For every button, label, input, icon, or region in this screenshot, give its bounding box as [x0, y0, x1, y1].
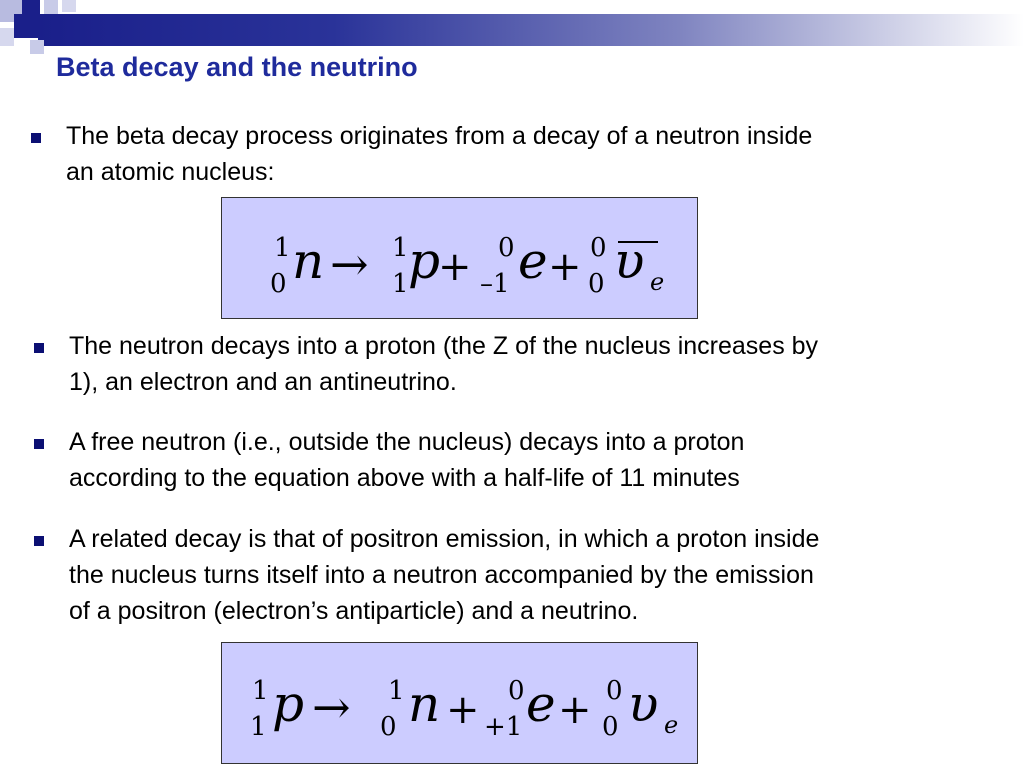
eq1-e-mass: 0 — [498, 233, 515, 263]
eq1-n-symbol: n — [292, 232, 325, 290]
header-square-7 — [62, 0, 76, 12]
bullet-marker-2 — [34, 343, 44, 353]
eq2-nu-charge: 0 — [602, 712, 619, 742]
eq1-nu-charge: 0 — [588, 269, 605, 299]
eq2-n-mass: 1 — [388, 676, 405, 706]
bullet-3-line-1: A free neutron (i.e., outside the nucleus) decays into a proton — [69, 428, 745, 456]
equation-box-beta-minus — [221, 197, 698, 319]
equation-beta-minus — [222, 198, 697, 318]
equation-box-positron-emission — [221, 642, 698, 764]
header-square-3 — [44, 0, 58, 14]
eq2-n-charge: 0 — [380, 712, 397, 742]
header-gradient-bar — [38, 14, 1024, 46]
eq1-plus-2: + — [548, 244, 582, 290]
bullet-2 — [69, 328, 818, 400]
eq2-p-symbol: p — [272, 675, 305, 733]
bullet-marker-4 — [34, 536, 44, 546]
bullet-1 — [66, 118, 812, 190]
eq1-nu-subscript: e — [650, 268, 665, 296]
header-square-2 — [22, 0, 40, 14]
eq2-arrow: → — [312, 680, 351, 734]
eq1-nu-mass: 0 — [590, 233, 607, 263]
eq2-nu-subscript: e — [664, 711, 679, 739]
bullet-3-line-2: according to the equation above with a half-life of 11 minutes — [69, 464, 740, 492]
eq2-e-charge: +1 — [484, 712, 523, 742]
eq2-e-mass: 0 — [508, 676, 525, 706]
eq1-arrow: → — [330, 237, 369, 291]
eq2-p-charge: 1 — [250, 712, 267, 742]
header-square-6 — [30, 40, 44, 54]
eq1-e-symbol: e — [518, 232, 548, 290]
bullet-4-line-2: the nucleus turns itself into a neutron accompanied by the emission — [69, 561, 814, 589]
bullet-1-line-2: an atomic nucleus: — [66, 158, 275, 186]
eq1-n-mass: 1 — [274, 233, 291, 263]
eq1-e-charge: –1 — [480, 269, 510, 299]
eq1-p-symbol: p — [408, 232, 441, 290]
bullet-4-line-3: of a positron (electron’s antiparticle) and a neutrino. — [69, 597, 639, 625]
bullet-2-line-2: 1), an electron and an antineutrino. — [69, 368, 457, 396]
eq1-p-charge: 1 — [392, 269, 409, 299]
header-square-5 — [0, 28, 14, 46]
slide-title: Beta decay and the neutrino — [56, 52, 418, 82]
bullet-marker-3 — [34, 439, 44, 449]
eq2-plus-1: + — [446, 687, 480, 733]
eq1-n-charge: 0 — [270, 269, 287, 299]
header-square-4 — [14, 14, 38, 38]
eq2-p-mass: 1 — [252, 676, 269, 706]
bullet-marker-1 — [31, 133, 41, 143]
eq1-nu-symbol: υ — [614, 232, 645, 290]
bullet-3 — [69, 424, 744, 496]
bullet-2-line-1: The neutron decays into a proton (the Z of the nucleus increases by — [69, 332, 819, 360]
bullet-4-line-1: A related decay is that of positron emission, in which a proton inside — [69, 525, 820, 553]
eq1-plus-1: + — [438, 244, 472, 290]
eq2-nu-mass: 0 — [606, 676, 623, 706]
eq2-nu-symbol: υ — [628, 675, 659, 733]
bullet-4 — [69, 521, 819, 629]
equation-positron-emission — [222, 643, 697, 763]
eq2-n-symbol: n — [408, 675, 441, 733]
eq1-p-mass: 1 — [392, 233, 409, 263]
eq2-plus-2: + — [558, 687, 592, 733]
eq2-e-symbol: e — [526, 675, 556, 733]
bullet-1-line-1: The beta decay process originates from a decay of a neutron inside — [66, 122, 813, 150]
